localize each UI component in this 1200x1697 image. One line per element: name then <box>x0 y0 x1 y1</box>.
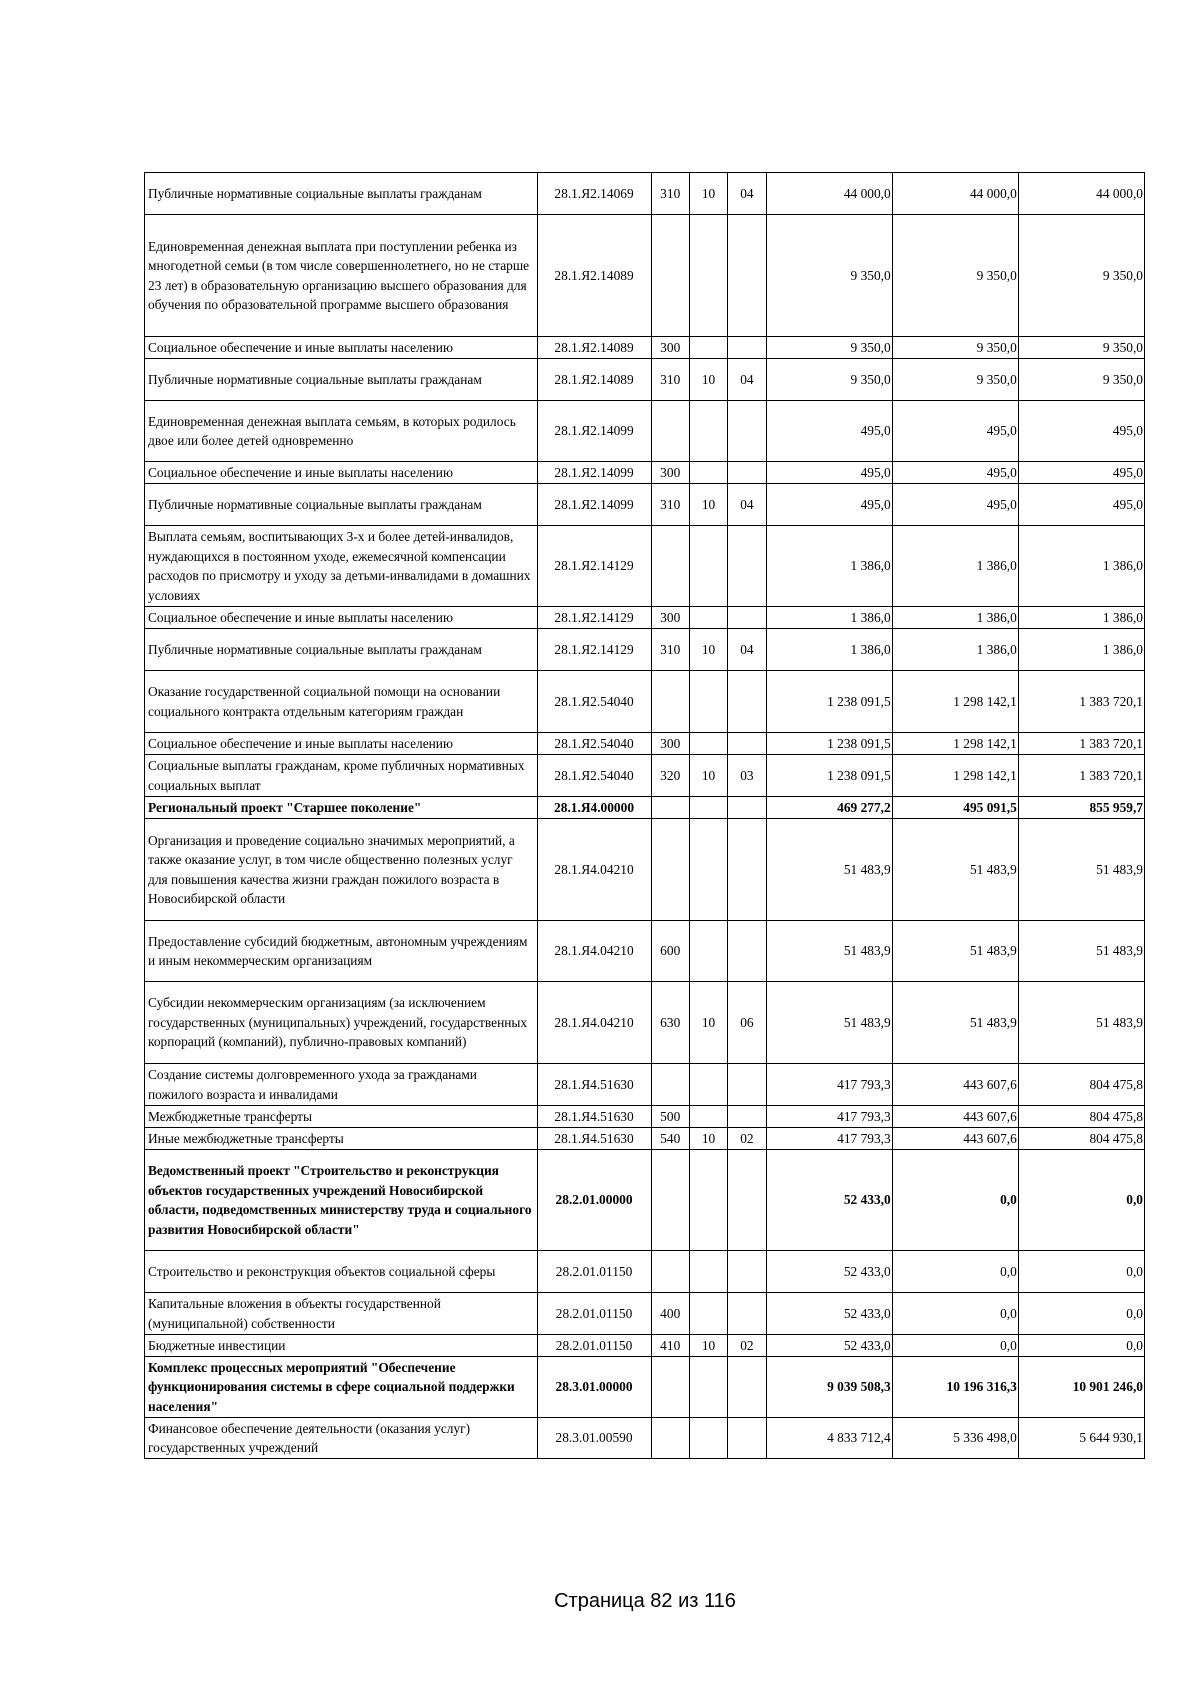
cell-amount-year-3: 1 383 720,1 <box>1018 671 1144 733</box>
cell-amount-year-3: 9 350,0 <box>1018 215 1144 337</box>
table-body <box>145 173 1145 1459</box>
cell-amount-year-2: 1 298 142,1 <box>892 671 1018 733</box>
table-row <box>145 1128 1145 1150</box>
cell-section <box>689 337 727 359</box>
cell-name: Региональный проект "Старшее поколение" <box>145 797 538 819</box>
cell-target-code: 28.2.01.00000 <box>537 1150 651 1251</box>
cell-section <box>689 797 727 819</box>
cell-name: Бюджетные инвестиции <box>145 1335 538 1357</box>
cell-expense-type <box>651 1357 689 1418</box>
cell-amount-year-1: 9 350,0 <box>766 215 892 337</box>
cell-amount-year-3: 0,0 <box>1018 1251 1144 1293</box>
cell-section: 10 <box>689 1335 727 1357</box>
cell-amount-year-1: 1 238 091,5 <box>766 755 892 797</box>
cell-section <box>689 1357 727 1418</box>
cell-name: Капитальные вложения в объекты государственной (муниципальной) собственности <box>145 1293 538 1335</box>
table-row <box>145 755 1145 797</box>
cell-section <box>689 1064 727 1106</box>
cell-target-code: 28.1.Я4.51630 <box>537 1128 651 1150</box>
table-row <box>145 671 1145 733</box>
cell-target-code: 28.1.Я4.00000 <box>537 797 651 819</box>
table-row <box>145 982 1145 1064</box>
cell-target-code: 28.1.Я2.14089 <box>537 215 651 337</box>
cell-target-code: 28.2.01.01150 <box>537 1251 651 1293</box>
table-row <box>145 1293 1145 1335</box>
cell-section <box>689 462 727 484</box>
cell-subsection <box>728 526 766 607</box>
cell-amount-year-2: 51 483,9 <box>892 819 1018 921</box>
cell-amount-year-3: 495,0 <box>1018 462 1144 484</box>
cell-target-code: 28.1.Я2.14129 <box>537 629 651 671</box>
cell-section <box>689 1251 727 1293</box>
cell-subsection <box>728 1150 766 1251</box>
cell-amount-year-3: 1 386,0 <box>1018 526 1144 607</box>
cell-amount-year-1: 52 433,0 <box>766 1150 892 1251</box>
cell-target-code: 28.1.Я2.54040 <box>537 733 651 755</box>
cell-amount-year-2: 0,0 <box>892 1293 1018 1335</box>
cell-section <box>689 215 727 337</box>
cell-subsection <box>728 671 766 733</box>
cell-subsection <box>728 819 766 921</box>
cell-amount-year-1: 52 433,0 <box>766 1335 892 1357</box>
cell-amount-year-2: 51 483,9 <box>892 982 1018 1064</box>
cell-amount-year-1: 9 350,0 <box>766 359 892 401</box>
table-row <box>145 462 1145 484</box>
cell-amount-year-1: 52 433,0 <box>766 1293 892 1335</box>
cell-target-code: 28.1.Я4.04210 <box>537 819 651 921</box>
cell-amount-year-3: 9 350,0 <box>1018 337 1144 359</box>
cell-name: Выплата семьям, воспитывающих 3-х и более детей-инвалидов, нуждающихся в постоянном уходе, ежемесячной компенсации расходов по присмотру и уходу за детьми-инвалидами в домашних условиях <box>145 526 538 607</box>
cell-name: Комплекс процессных мероприятий "Обеспечение функционирования системы в сфере социальной поддержки населения" <box>145 1357 538 1418</box>
cell-amount-year-1: 51 483,9 <box>766 921 892 982</box>
cell-expense-type: 310 <box>651 173 689 215</box>
cell-amount-year-3: 51 483,9 <box>1018 819 1144 921</box>
cell-section <box>689 607 727 629</box>
table-row <box>145 401 1145 462</box>
cell-subsection: 06 <box>728 982 766 1064</box>
cell-expense-type: 310 <box>651 629 689 671</box>
table-row <box>145 359 1145 401</box>
table-row <box>145 607 1145 629</box>
cell-subsection <box>728 1064 766 1106</box>
cell-amount-year-2: 9 350,0 <box>892 337 1018 359</box>
table-row <box>145 173 1145 215</box>
cell-amount-year-3: 44 000,0 <box>1018 173 1144 215</box>
cell-expense-type <box>651 671 689 733</box>
cell-amount-year-2: 1 386,0 <box>892 607 1018 629</box>
cell-subsection <box>728 1293 766 1335</box>
cell-section <box>689 921 727 982</box>
cell-name: Социальное обеспечение и иные выплаты населению <box>145 733 538 755</box>
cell-subsection: 04 <box>728 173 766 215</box>
cell-amount-year-3: 495,0 <box>1018 484 1144 526</box>
cell-section <box>689 401 727 462</box>
cell-amount-year-2: 1 298 142,1 <box>892 755 1018 797</box>
cell-amount-year-3: 495,0 <box>1018 401 1144 462</box>
cell-target-code: 28.1.Я2.14089 <box>537 359 651 401</box>
cell-expense-type <box>651 215 689 337</box>
table-row <box>145 526 1145 607</box>
cell-subsection: 04 <box>728 629 766 671</box>
cell-subsection <box>728 1251 766 1293</box>
cell-amount-year-3: 1 386,0 <box>1018 629 1144 671</box>
cell-amount-year-2: 9 350,0 <box>892 215 1018 337</box>
cell-amount-year-3: 1 386,0 <box>1018 607 1144 629</box>
cell-subsection: 03 <box>728 755 766 797</box>
cell-name: Субсидии некоммерческим организациям (за исключением государственных (муниципальных) учреждений, государственных корпораций (компаний), публично-правовых компаний) <box>145 982 538 1064</box>
cell-amount-year-1: 51 483,9 <box>766 819 892 921</box>
cell-amount-year-1: 495,0 <box>766 462 892 484</box>
cell-name: Единовременная денежная выплата при поступлении ребенка из многодетной семьи (в том числе совершеннолетнего, но не старше 23 лет) в образовательную организацию высшего образования для обучения по образовательной программе высшего образования <box>145 215 538 337</box>
cell-amount-year-3: 0,0 <box>1018 1150 1144 1251</box>
cell-subsection: 02 <box>728 1335 766 1357</box>
cell-subsection <box>728 733 766 755</box>
cell-name: Социальное обеспечение и иные выплаты населению <box>145 607 538 629</box>
cell-expense-type <box>651 1418 689 1459</box>
cell-target-code: 28.1.Я2.14069 <box>537 173 651 215</box>
cell-amount-year-2: 495,0 <box>892 462 1018 484</box>
table-row <box>145 1335 1145 1357</box>
table-row <box>145 797 1145 819</box>
cell-subsection: 02 <box>728 1128 766 1150</box>
cell-expense-type <box>651 401 689 462</box>
budget-table <box>144 172 1145 1459</box>
cell-target-code: 28.1.Я2.54040 <box>537 671 651 733</box>
cell-expense-type <box>651 1251 689 1293</box>
cell-name: Оказание государственной социальной помощи на основании социального контракта отдельным категориям граждан <box>145 671 538 733</box>
cell-amount-year-1: 51 483,9 <box>766 982 892 1064</box>
cell-expense-type: 320 <box>651 755 689 797</box>
cell-subsection <box>728 401 766 462</box>
table-row <box>145 1106 1145 1128</box>
cell-amount-year-2: 0,0 <box>892 1251 1018 1293</box>
cell-expense-type: 630 <box>651 982 689 1064</box>
cell-amount-year-2: 9 350,0 <box>892 359 1018 401</box>
cell-section: 10 <box>689 173 727 215</box>
cell-expense-type <box>651 819 689 921</box>
cell-amount-year-1: 9 039 508,3 <box>766 1357 892 1418</box>
cell-amount-year-2: 0,0 <box>892 1150 1018 1251</box>
cell-amount-year-3: 1 383 720,1 <box>1018 733 1144 755</box>
table-row <box>145 733 1145 755</box>
table-row <box>145 1064 1145 1106</box>
cell-name: Единовременная денежная выплата семьям, в которых родилось двое или более детей одновременно <box>145 401 538 462</box>
cell-amount-year-1: 1 238 091,5 <box>766 733 892 755</box>
cell-amount-year-2: 495,0 <box>892 401 1018 462</box>
cell-amount-year-3: 51 483,9 <box>1018 921 1144 982</box>
cell-subsection <box>728 1357 766 1418</box>
cell-amount-year-1: 4 833 712,4 <box>766 1418 892 1459</box>
cell-section: 10 <box>689 359 727 401</box>
cell-name: Публичные нормативные социальные выплаты гражданам <box>145 173 538 215</box>
cell-amount-year-3: 804 475,8 <box>1018 1128 1144 1150</box>
cell-subsection <box>728 1106 766 1128</box>
cell-expense-type: 310 <box>651 484 689 526</box>
table-row <box>145 1357 1145 1418</box>
cell-section: 10 <box>689 629 727 671</box>
cell-expense-type <box>651 797 689 819</box>
cell-section <box>689 1418 727 1459</box>
cell-target-code: 28.1.Я4.51630 <box>537 1064 651 1106</box>
cell-name: Публичные нормативные социальные выплаты гражданам <box>145 629 538 671</box>
cell-amount-year-2: 10 196 316,3 <box>892 1357 1018 1418</box>
cell-amount-year-3: 804 475,8 <box>1018 1064 1144 1106</box>
table-row <box>145 1150 1145 1251</box>
cell-section <box>689 1106 727 1128</box>
cell-section: 10 <box>689 982 727 1064</box>
cell-amount-year-3: 51 483,9 <box>1018 982 1144 1064</box>
cell-subsection <box>728 337 766 359</box>
cell-expense-type <box>651 526 689 607</box>
cell-amount-year-2: 1 298 142,1 <box>892 733 1018 755</box>
cell-amount-year-2: 1 386,0 <box>892 629 1018 671</box>
cell-target-code: 28.2.01.01150 <box>537 1335 651 1357</box>
cell-amount-year-1: 9 350,0 <box>766 337 892 359</box>
cell-section: 10 <box>689 755 727 797</box>
cell-expense-type: 600 <box>651 921 689 982</box>
cell-amount-year-2: 0,0 <box>892 1335 1018 1357</box>
cell-target-code: 28.1.Я2.14099 <box>537 401 651 462</box>
cell-target-code: 28.1.Я4.04210 <box>537 982 651 1064</box>
cell-amount-year-3: 855 959,7 <box>1018 797 1144 819</box>
cell-amount-year-3: 1 383 720,1 <box>1018 755 1144 797</box>
cell-section <box>689 671 727 733</box>
cell-target-code: 28.3.01.00000 <box>537 1357 651 1418</box>
cell-amount-year-1: 1 238 091,5 <box>766 671 892 733</box>
cell-expense-type: 540 <box>651 1128 689 1150</box>
cell-name: Публичные нормативные социальные выплаты гражданам <box>145 484 538 526</box>
cell-amount-year-2: 495,0 <box>892 484 1018 526</box>
cell-name: Публичные нормативные социальные выплаты гражданам <box>145 359 538 401</box>
cell-section <box>689 1150 727 1251</box>
cell-subsection <box>728 607 766 629</box>
cell-name: Организация и проведение социально значимых мероприятий, а также оказание услуг, в том числе общественно полезных услуг для повышения качества жизни граждан пожилого возраста в Новосибирской области <box>145 819 538 921</box>
cell-subsection: 04 <box>728 359 766 401</box>
cell-name: Создание системы долговременного ухода за гражданами пожилого возраста и инвалидами <box>145 1064 538 1106</box>
cell-amount-year-1: 1 386,0 <box>766 607 892 629</box>
table-row <box>145 819 1145 921</box>
cell-expense-type: 300 <box>651 337 689 359</box>
cell-amount-year-3: 0,0 <box>1018 1335 1144 1357</box>
cell-amount-year-1: 417 793,3 <box>766 1106 892 1128</box>
table-row <box>145 1251 1145 1293</box>
cell-amount-year-1: 1 386,0 <box>766 629 892 671</box>
cell-amount-year-3: 5 644 930,1 <box>1018 1418 1144 1459</box>
cell-amount-year-1: 44 000,0 <box>766 173 892 215</box>
cell-amount-year-2: 1 386,0 <box>892 526 1018 607</box>
cell-section <box>689 1293 727 1335</box>
cell-expense-type <box>651 1064 689 1106</box>
cell-section <box>689 819 727 921</box>
cell-target-code: 28.1.Я2.54040 <box>537 755 651 797</box>
cell-expense-type: 310 <box>651 359 689 401</box>
cell-amount-year-1: 469 277,2 <box>766 797 892 819</box>
cell-amount-year-3: 804 475,8 <box>1018 1106 1144 1128</box>
cell-subsection <box>728 215 766 337</box>
cell-amount-year-2: 51 483,9 <box>892 921 1018 982</box>
cell-amount-year-2: 44 000,0 <box>892 173 1018 215</box>
cell-expense-type: 500 <box>651 1106 689 1128</box>
cell-name: Финансовое обеспечение деятельности (оказания услуг) государственных учреждений <box>145 1418 538 1459</box>
cell-subsection <box>728 921 766 982</box>
cell-target-code: 28.2.01.01150 <box>537 1293 651 1335</box>
cell-amount-year-2: 443 607,6 <box>892 1064 1018 1106</box>
cell-name: Социальное обеспечение и иные выплаты населению <box>145 337 538 359</box>
cell-expense-type: 400 <box>651 1293 689 1335</box>
table-row <box>145 215 1145 337</box>
cell-name: Социальные выплаты гражданам, кроме публичных нормативных социальных выплат <box>145 755 538 797</box>
cell-target-code: 28.1.Я2.14099 <box>537 462 651 484</box>
table-row <box>145 484 1145 526</box>
cell-amount-year-2: 443 607,6 <box>892 1128 1018 1150</box>
cell-amount-year-3: 9 350,0 <box>1018 359 1144 401</box>
cell-amount-year-2: 5 336 498,0 <box>892 1418 1018 1459</box>
cell-name: Строительство и реконструкция объектов социальной сферы <box>145 1251 538 1293</box>
cell-expense-type: 300 <box>651 607 689 629</box>
cell-expense-type <box>651 1150 689 1251</box>
table-row <box>145 921 1145 982</box>
page-number: Страница 82 из 116 <box>554 1590 736 1612</box>
cell-expense-type: 410 <box>651 1335 689 1357</box>
cell-expense-type: 300 <box>651 462 689 484</box>
cell-amount-year-1: 495,0 <box>766 401 892 462</box>
table-row <box>145 1418 1145 1459</box>
cell-amount-year-3: 10 901 246,0 <box>1018 1357 1144 1418</box>
cell-amount-year-1: 1 386,0 <box>766 526 892 607</box>
cell-amount-year-1: 417 793,3 <box>766 1064 892 1106</box>
cell-name: Социальное обеспечение и иные выплаты населению <box>145 462 538 484</box>
cell-expense-type: 300 <box>651 733 689 755</box>
cell-amount-year-2: 495 091,5 <box>892 797 1018 819</box>
cell-name: Межбюджетные трансферты <box>145 1106 538 1128</box>
cell-subsection <box>728 797 766 819</box>
cell-section: 10 <box>689 484 727 526</box>
cell-target-code: 28.1.Я4.04210 <box>537 921 651 982</box>
cell-target-code: 28.1.Я2.14099 <box>537 484 651 526</box>
cell-amount-year-1: 417 793,3 <box>766 1128 892 1150</box>
cell-amount-year-1: 495,0 <box>766 484 892 526</box>
table-row <box>145 337 1145 359</box>
cell-target-code: 28.1.Я2.14129 <box>537 607 651 629</box>
cell-section <box>689 733 727 755</box>
cell-section: 10 <box>689 1128 727 1150</box>
cell-name: Иные межбюджетные трансферты <box>145 1128 538 1150</box>
cell-subsection <box>728 462 766 484</box>
cell-amount-year-1: 52 433,0 <box>766 1251 892 1293</box>
cell-target-code: 28.1.Я2.14089 <box>537 337 651 359</box>
cell-target-code: 28.3.01.00590 <box>537 1418 651 1459</box>
cell-section <box>689 526 727 607</box>
cell-amount-year-3: 0,0 <box>1018 1293 1144 1335</box>
cell-target-code: 28.1.Я2.14129 <box>537 526 651 607</box>
cell-subsection <box>728 1418 766 1459</box>
cell-name: Предоставление субсидий бюджетным, автономным учреждениям и иным некоммерческим организациям <box>145 921 538 982</box>
cell-name: Ведомственный проект "Строительство и реконструкция объектов государственных учреждений Новосибирской области, подведомственных министерству труда и социального развития Новосибирской области" <box>145 1150 538 1251</box>
cell-target-code: 28.1.Я4.51630 <box>537 1106 651 1128</box>
table-row <box>145 629 1145 671</box>
cell-subsection: 04 <box>728 484 766 526</box>
cell-amount-year-2: 443 607,6 <box>892 1106 1018 1128</box>
